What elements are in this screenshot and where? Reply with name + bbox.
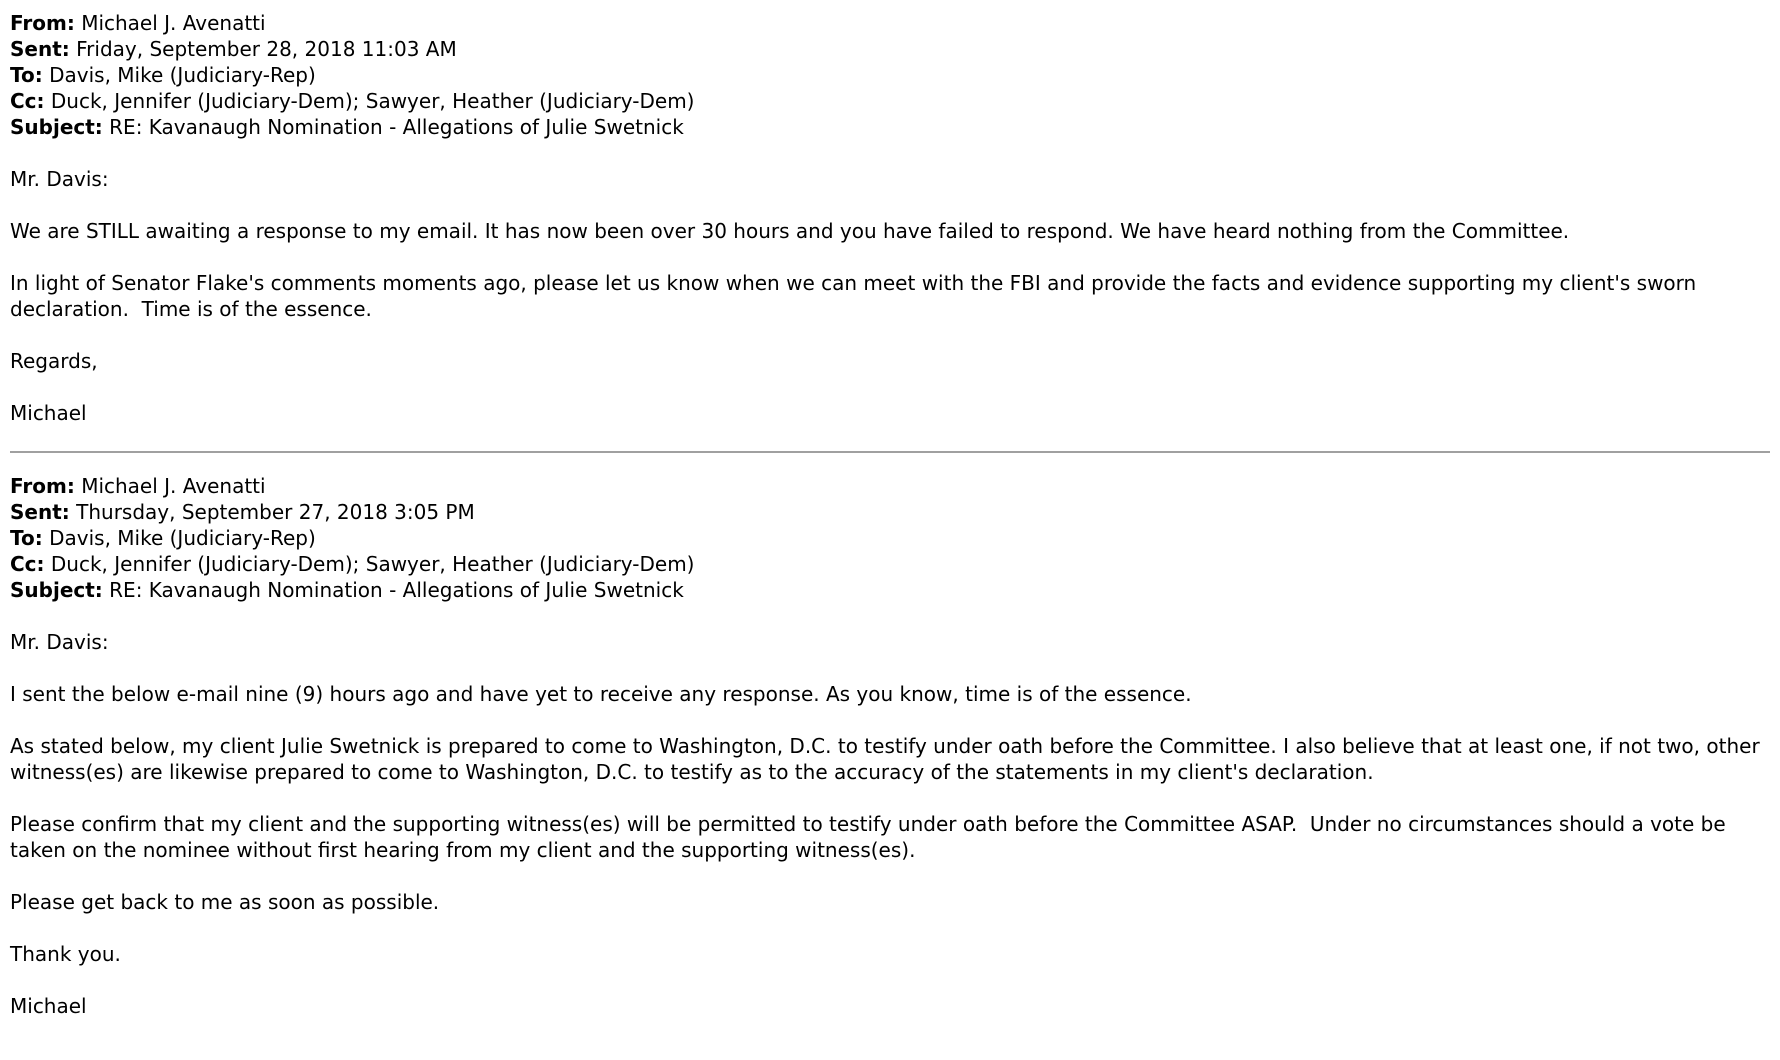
subject-line — [10, 114, 1770, 140]
signature: Michael — [10, 994, 87, 1018]
from-line — [10, 473, 1770, 499]
sent-label: Sent: — [10, 37, 70, 61]
to-value: Davis, Mike (Judiciary-Rep) — [49, 526, 316, 550]
body-paragraph: Please confirm that my client and the supporting witness(es) will be permitted to testify under oath before the Committee ASAP. Under no circumstances should a vote be taken on the nominee without first hearing from my client and the supporting witness(es). — [10, 812, 1733, 862]
cc-label: Cc: — [10, 552, 45, 576]
body-paragraph: As stated below, my client Julie Swetnick is prepared to come to Washington, D.C. to testify under oath before the Committee. I also believe that at least one, if not two, other witness(es) are likewise prepared to come to Washington, D.C. to testify as to the accuracy of the statements in my client's declaration. — [10, 734, 1767, 784]
email-header — [10, 473, 1770, 603]
from-value: Michael J. Avenatti — [81, 474, 266, 498]
from-line — [10, 10, 1770, 36]
to-line — [10, 62, 1770, 88]
subject-value: RE: Kavanaugh Nomination - Allegations of Julie Swetnick — [109, 115, 684, 139]
cc-value: Duck, Jennifer (Judiciary-Dem); Sawyer, Heather (Judiciary-Dem) — [50, 552, 695, 576]
body-paragraph: Please get back to me as soon as possible. — [10, 890, 440, 914]
body-paragraph: Mr. Davis: — [10, 630, 109, 654]
to-label: To: — [10, 526, 43, 550]
subject-line — [10, 577, 1770, 603]
body-paragraph: Thank you. — [10, 942, 121, 966]
message-divider — [10, 451, 1770, 453]
sent-value: Thursday, September 27, 2018 3:05 PM — [76, 500, 475, 524]
email-header — [10, 10, 1770, 140]
sent-line — [10, 36, 1770, 62]
sent-line — [10, 499, 1770, 525]
from-label: From: — [10, 11, 75, 35]
from-label: From: — [10, 474, 75, 498]
email-message-1 — [10, 10, 1770, 426]
email-body — [10, 629, 1770, 1019]
subject-label: Subject: — [10, 115, 103, 139]
body-paragraph: I sent the below e-mail nine (9) hours ago and have yet to receive any response. As you know, time is of the essence. — [10, 682, 1192, 706]
body-paragraph: We are STILL awaiting a response to my email. It has now been over 30 hours and you have failed to respond. We have heard nothing from the Committee. — [10, 219, 1570, 243]
to-label: To: — [10, 63, 43, 87]
body-paragraph: Regards, — [10, 349, 98, 373]
email-message-2 — [10, 473, 1770, 1019]
body-paragraph: Mr. Davis: — [10, 167, 109, 191]
to-line — [10, 525, 1770, 551]
cc-line — [10, 88, 1770, 114]
from-value: Michael J. Avenatti — [81, 11, 266, 35]
subject-value: RE: Kavanaugh Nomination - Allegations of Julie Swetnick — [109, 578, 684, 602]
subject-label: Subject: — [10, 578, 103, 602]
cc-value: Duck, Jennifer (Judiciary-Dem); Sawyer, Heather (Judiciary-Dem) — [50, 89, 695, 113]
body-paragraph: In light of Senator Flake's comments moments ago, please let us know when we can meet with the FBI and provide the facts and evidence supporting my client's sworn declaration. Time is of the essence. — [10, 271, 1703, 321]
cc-label: Cc: — [10, 89, 45, 113]
sent-label: Sent: — [10, 500, 70, 524]
cc-line — [10, 551, 1770, 577]
signature: Michael — [10, 401, 87, 425]
to-value: Davis, Mike (Judiciary-Rep) — [49, 63, 316, 87]
sent-value: Friday, September 28, 2018 11:03 AM — [76, 37, 457, 61]
email-body — [10, 166, 1770, 426]
